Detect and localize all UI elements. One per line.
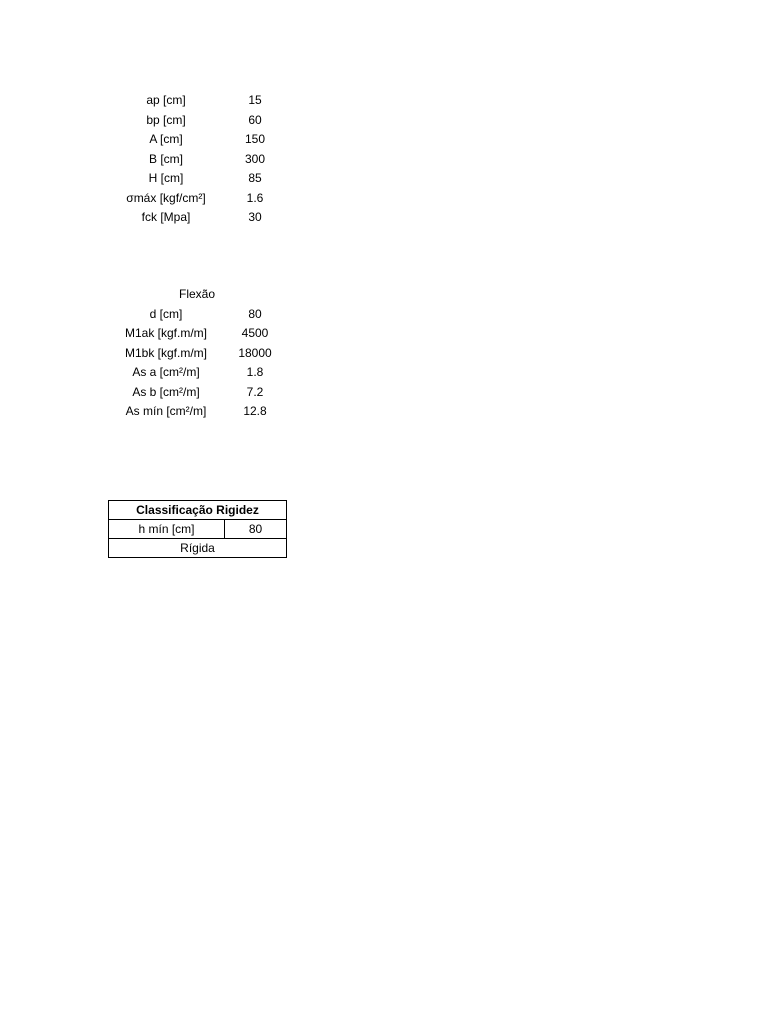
flexao-label: M1bk [kgf.m/m] (124, 345, 207, 360)
parameter-label: σmáx [kgf/cm²] (126, 190, 206, 205)
parameter-row (108, 189, 286, 209)
parameter-value: 150 (244, 132, 266, 146)
parameter-label: B [cm] (148, 151, 183, 166)
flexao-label: As b [cm²/m] (132, 384, 200, 399)
rigidez-header-row (109, 501, 287, 520)
flexao-value: 18000 (238, 345, 272, 360)
flexao-row (108, 363, 286, 383)
flexao-label: As a [cm²/m] (132, 365, 200, 379)
parameter-value: 60 (248, 112, 262, 127)
parameter-label: A [cm] (149, 132, 183, 146)
parameters-table (108, 91, 286, 228)
flexao-value: 4500 (241, 326, 269, 340)
flexao-row (108, 324, 286, 344)
flexao-row (108, 402, 286, 422)
parameter-value: 30 (248, 210, 262, 224)
parameter-label: ap [cm] (146, 93, 186, 107)
rigidez-hmin-value: 80 (225, 520, 287, 539)
parameter-value: 85 (248, 171, 262, 185)
flexao-label: As mín [cm²/m] (125, 404, 207, 418)
flexao-row (108, 305, 286, 325)
rigidez-hmin-row (109, 520, 287, 539)
rigidez-hmin-label: h mín [cm] (109, 520, 225, 539)
parameter-row (108, 169, 286, 189)
flexao-label: M1ak [kgf.m/m] (124, 326, 207, 340)
parameter-value: 300 (244, 151, 266, 166)
flexao-row (108, 383, 286, 403)
parameter-label: bp [cm] (146, 112, 186, 127)
parameter-row (108, 91, 286, 111)
flexao-value: 7.2 (246, 384, 264, 399)
rigidez-result: Rígida (109, 539, 287, 558)
flexao-value: 80 (248, 306, 262, 321)
parameter-label: fck [Mpa] (141, 210, 191, 224)
parameter-value: 1.6 (246, 190, 264, 205)
rigidez-result-row (109, 539, 287, 558)
parameter-row (108, 111, 286, 131)
parameter-value: 15 (248, 93, 262, 107)
rigidez-title: Classificação Rigidez (109, 501, 287, 520)
flexao-value: 12.8 (243, 404, 267, 418)
flexao-row (108, 344, 286, 364)
parameter-row (108, 150, 286, 170)
parameter-row (108, 208, 286, 228)
flexao-title-row (108, 285, 286, 305)
parameter-label: H [cm] (148, 171, 184, 185)
rigidez-table (108, 500, 287, 558)
flexao-table (108, 285, 286, 422)
parameter-row (108, 130, 286, 150)
flexao-label: d [cm] (149, 306, 183, 321)
flexao-title: Flexão (178, 287, 216, 301)
flexao-value: 1.8 (246, 365, 264, 379)
